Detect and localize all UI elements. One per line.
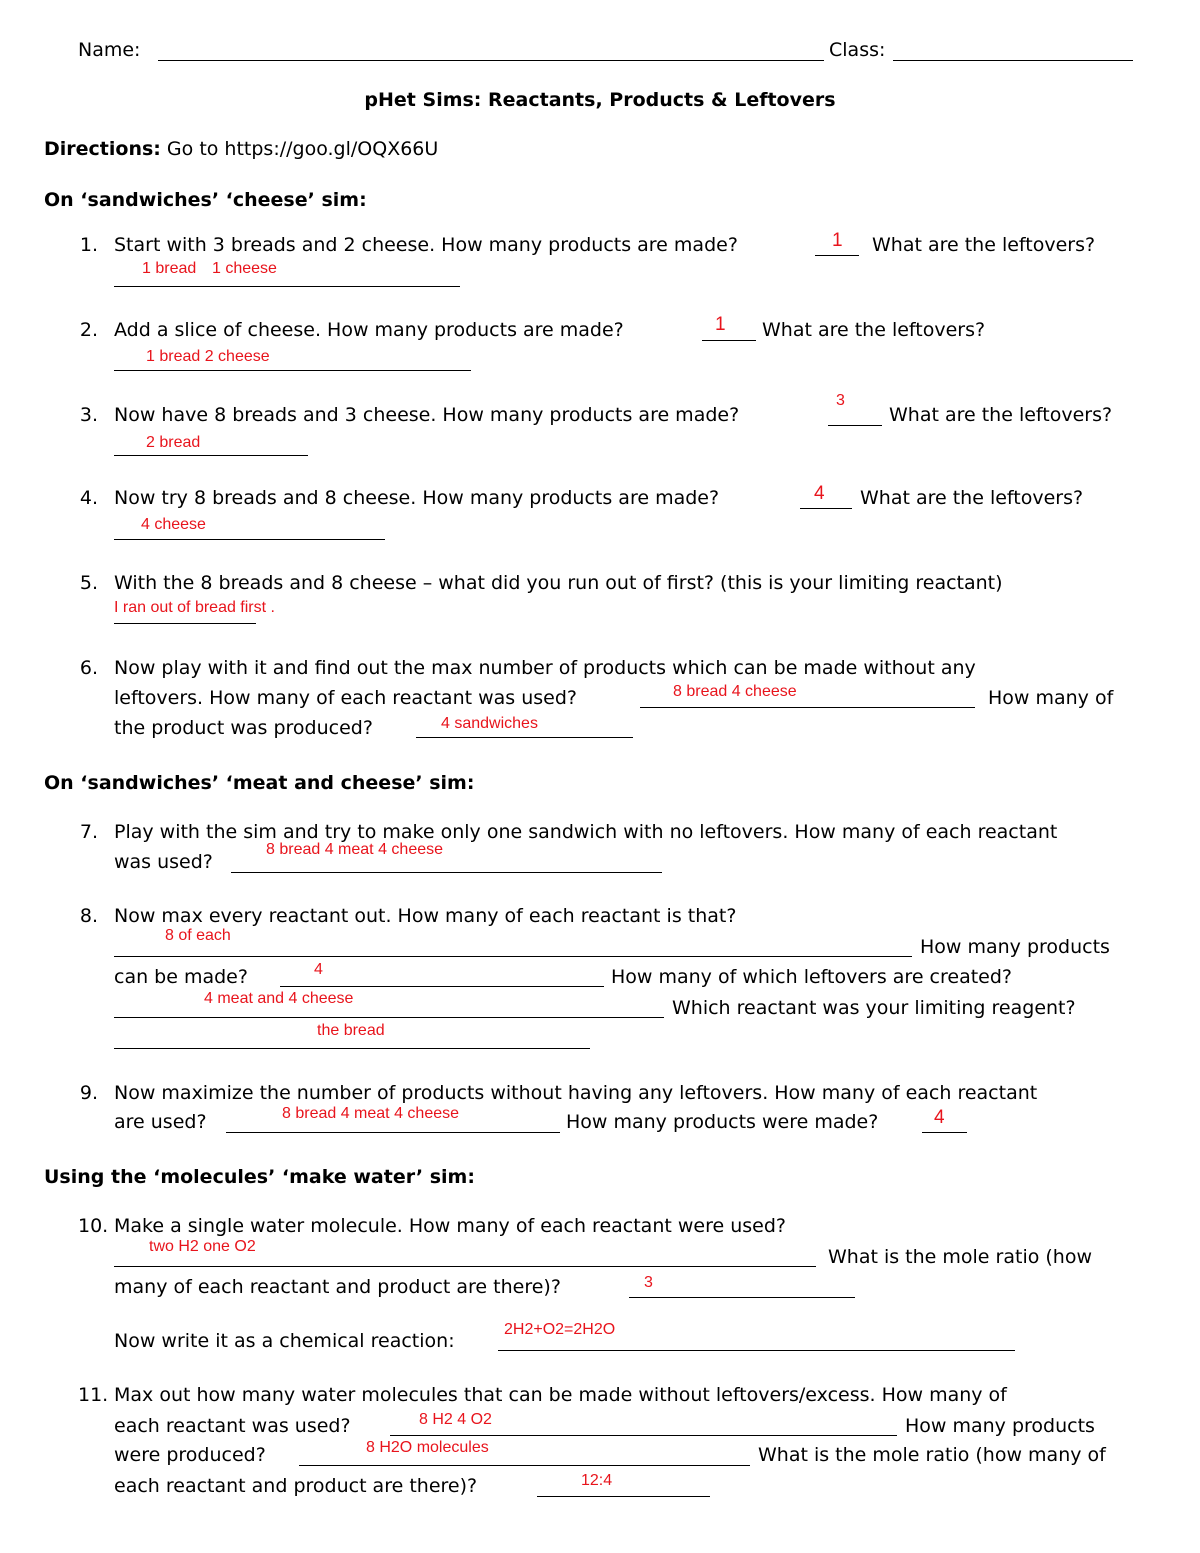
answer-text: 1 (715, 314, 726, 335)
question-text: each reactant was used? (114, 1415, 351, 1437)
question-text: was used? (114, 851, 213, 873)
answer-line[interactable] (114, 1266, 816, 1267)
question-text: Make a single water molecule. How many of each reactant were used? (114, 1215, 786, 1237)
question-text: How many products were made? (566, 1111, 879, 1133)
question-text: What is the mole ratio (how (828, 1246, 1093, 1268)
question-text: With the 8 breads and 8 cheese – what did you run out of first? (this is your limiting reactant) (114, 572, 1003, 594)
answer-text: 1 bread (142, 260, 197, 277)
answer-text: 8 of each (165, 927, 231, 944)
answer-line[interactable] (640, 707, 975, 708)
answer-line[interactable] (390, 1435, 897, 1436)
answer-line[interactable] (498, 1350, 1015, 1351)
question-text: Max out how many water molecules that can be made without leftovers/excess. How many of (114, 1384, 1007, 1406)
question-text: are used? (114, 1111, 207, 1133)
answer-line[interactable] (800, 508, 852, 509)
question-number: 3. (79, 404, 98, 426)
question-text: each reactant and product are there)? (114, 1475, 478, 1497)
question-text: Start with 3 breads and 2 cheese. How many products are made? (114, 234, 738, 256)
question-text: How many of which leftovers are created? (611, 966, 1013, 988)
answer-text: 1 (832, 230, 843, 251)
question-number: 8. (79, 905, 98, 927)
answer-line[interactable] (114, 455, 308, 456)
question-text: Which reactant was your limiting reagent? (672, 997, 1076, 1019)
question-text: Now write it as a chemical reaction: (114, 1330, 455, 1352)
question-text: How many of (988, 687, 1114, 709)
question-text: Now try 8 breads and 8 cheese. How many products are made? (114, 487, 720, 509)
question-text: What are the leftovers? (762, 319, 986, 341)
answer-text: 1 bread 2 cheese (146, 348, 270, 365)
question-text: Play with the sim and try to make only one sandwich with no leftovers. How many of each reactant (114, 821, 1058, 843)
name-label: Name: (78, 39, 141, 61)
question-text: many of each reactant and product are there)? (114, 1276, 561, 1298)
answer-text: 12:4 (581, 1472, 613, 1489)
answer-text: 8 bread 4 cheese (673, 683, 797, 700)
name-input-line[interactable] (158, 60, 824, 61)
answer-line[interactable] (114, 370, 471, 371)
answer-text: 1 cheese (212, 260, 277, 277)
question-text: What are the leftovers? (872, 234, 1096, 256)
question-text: the product was produced? (114, 717, 373, 739)
question-text: Now maximize the number of products without having any leftovers. How many of each reactant (114, 1082, 1038, 1104)
answer-line[interactable] (537, 1496, 710, 1497)
question-text: What is the mole ratio (how many of (758, 1444, 1106, 1466)
question-number: 2. (79, 319, 98, 341)
question-text: How many products (905, 1415, 1095, 1437)
answer-text: 4 meat and 4 cheese (204, 990, 354, 1007)
page-title: pHet Sims: Reactants, Products & Leftovers (364, 89, 836, 111)
answer-line[interactable] (280, 986, 604, 987)
answer-line[interactable] (815, 255, 859, 256)
answer-line[interactable] (922, 1132, 967, 1133)
answer-line[interactable] (231, 872, 662, 873)
question-number: 6. (79, 657, 98, 679)
section-heading-cheese: On ‘sandwiches’ ‘cheese’ sim: (44, 189, 367, 211)
question-text: Now have 8 breads and 3 cheese. How many products are made? (114, 404, 740, 426)
answer-text: 8 bread 4 meat 4 cheese (282, 1105, 460, 1122)
class-label: Class: (829, 39, 886, 61)
question-text: Now max every reactant out. How many of each reactant is that? (114, 905, 737, 927)
question-number: 5. (79, 572, 98, 594)
answer-line[interactable] (416, 737, 633, 738)
answer-text: 3 (644, 1274, 653, 1291)
answer-text: 2H2+O2=2H2O (504, 1321, 616, 1338)
answer-text: 4 cheese (141, 516, 206, 533)
question-text: What are the leftovers? (860, 487, 1084, 509)
question-number: 9. (79, 1082, 98, 1104)
question-text: leftovers. How many of each reactant was used? (114, 687, 577, 709)
answer-text: 4 (814, 483, 825, 504)
answer-text: I ran out of bread first . (114, 599, 275, 616)
answer-text: 4 (314, 961, 323, 978)
question-number: 10. (78, 1215, 109, 1237)
question-number: 4. (79, 487, 98, 509)
question-text: How many products (920, 936, 1110, 958)
question-number: 1. (79, 234, 98, 256)
answer-text: 8 H2O molecules (366, 1439, 489, 1456)
answer-text: 3 (836, 392, 845, 409)
question-text: Now play with it and find out the max number of products which can be made without any (114, 657, 976, 679)
question-text: were produced? (114, 1444, 266, 1466)
class-input-line[interactable] (893, 60, 1133, 61)
answer-text: two H2 one O2 (149, 1238, 256, 1255)
answer-text: 4 sandwiches (441, 715, 538, 732)
answer-line[interactable] (114, 1017, 664, 1018)
answer-line[interactable] (114, 286, 460, 287)
question-number: 11. (78, 1384, 109, 1406)
answer-line[interactable] (114, 539, 385, 540)
answer-line[interactable] (114, 956, 912, 957)
question-text: Add a slice of cheese. How many products are made? (114, 319, 624, 341)
answer-line[interactable] (702, 340, 756, 341)
question-text: can be made? (114, 966, 248, 988)
question-number: 7. (79, 821, 98, 843)
answer-line[interactable] (114, 1048, 590, 1049)
answer-line[interactable] (114, 623, 256, 624)
answer-text: 8 bread 4 meat 4 cheese (266, 841, 444, 858)
question-text: What are the leftovers? (889, 404, 1113, 426)
directions: Directions: Go to https://goo.gl/OQX66U (44, 138, 439, 160)
answer-text: 8 H2 4 O2 (419, 1411, 492, 1428)
answer-line[interactable] (828, 425, 882, 426)
answer-text: 4 (934, 1107, 945, 1128)
answer-line[interactable] (629, 1297, 855, 1298)
section-heading-molecules: Using the ‘molecules’ ‘make water’ sim: (44, 1166, 475, 1188)
section-heading-meat-cheese: On ‘sandwiches’ ‘meat and cheese’ sim: (44, 772, 475, 794)
answer-text: the bread (317, 1022, 385, 1039)
answer-line[interactable] (299, 1465, 750, 1466)
answer-text: 2 bread (146, 434, 201, 451)
answer-line[interactable] (226, 1132, 560, 1133)
